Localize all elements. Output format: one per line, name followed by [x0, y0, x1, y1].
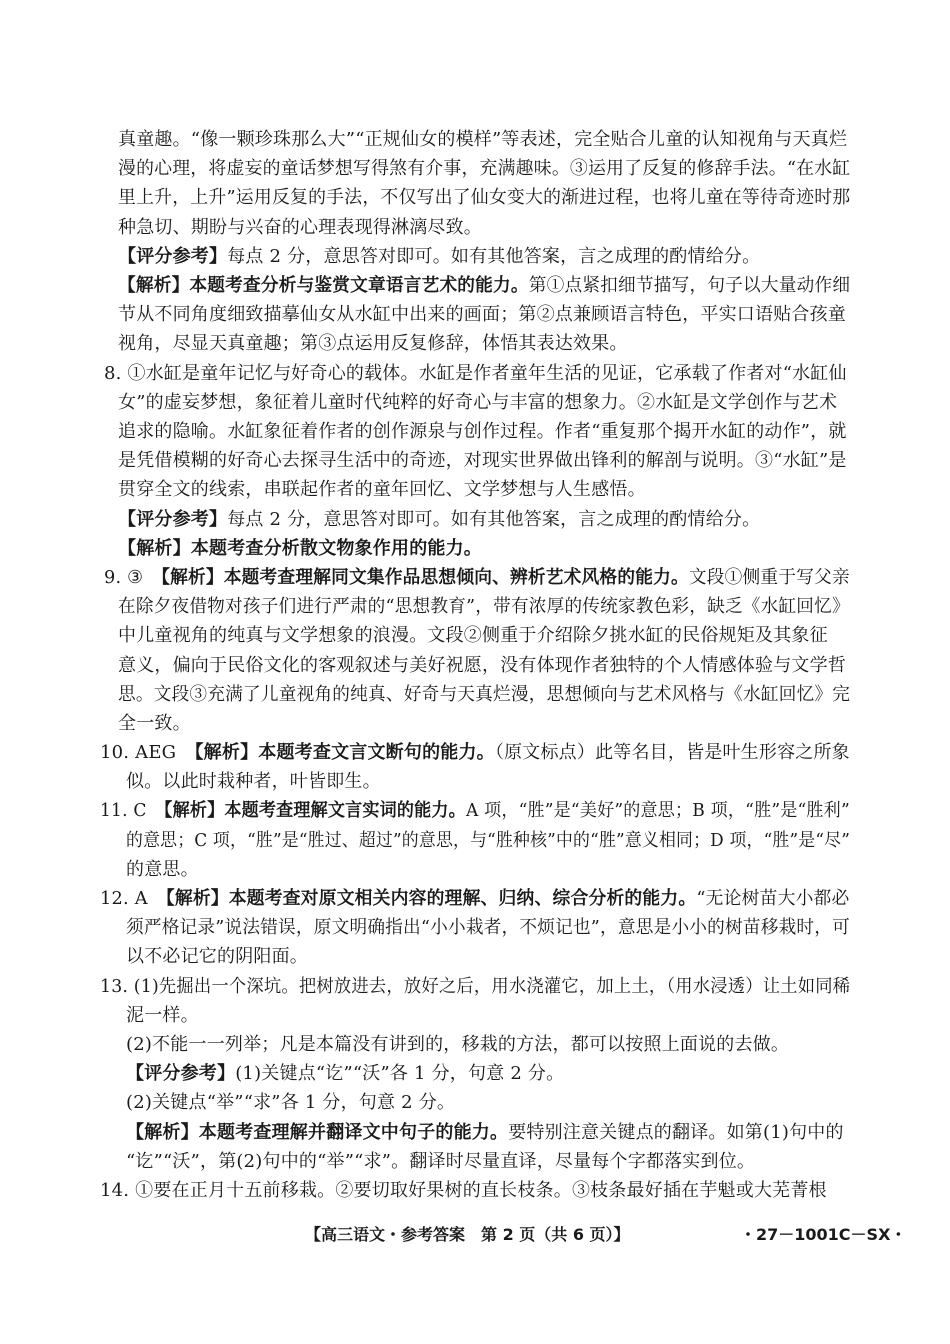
text-line [118, 125, 847, 155]
text-line [118, 213, 482, 243]
text-line [126, 1088, 455, 1118]
footer-code: ・27－1001C－SX・ [740, 1225, 907, 1244]
bold-label: 【评分参考】 [118, 508, 228, 530]
text-line [118, 271, 850, 301]
line-text: 中儿童视角的纯真与文学想象的浪漫。文段②侧重于介绍除夕挑水缸的民俗规矩及其象征 [118, 625, 828, 647]
text-line [100, 738, 850, 768]
text-line [118, 183, 850, 213]
line-text: 节从不同角度细致描摹仙女从水缸中出来的画面；第②点兼顾语言特色，平实口语贴合孩童 [118, 304, 846, 326]
text-line [104, 359, 847, 389]
line-text: 14. ①要在正月十五前移栽。②要切取好果树的直长枝条。③枝条最好插在芋魁或大芜菁根 [100, 1180, 827, 1201]
text-line [118, 242, 760, 272]
line-text: 10. AEG [100, 742, 195, 764]
text-line [118, 651, 846, 681]
bold-label: 【解析】本题考查文言文断句的能力。 [194, 742, 495, 764]
bold-label: 【解析】本题考查理解同文集作品思想倾向、辨析艺术风格的能力。 [161, 566, 689, 588]
text-line [126, 1059, 564, 1089]
text-line [126, 1001, 199, 1031]
line-text: 每点 2 分，意思答对即可。如有其他答案，言之成理的酌情给分。 [227, 245, 761, 267]
text-line [118, 446, 847, 476]
line-text: 贯穿全文的线索，串联起作者的童年回忆、文学梦想与人生感悟。 [118, 479, 646, 501]
bold-label: 【解析】本题考查理解并翻译文中句子的能力。 [126, 1121, 509, 1143]
text-line [118, 621, 828, 651]
line-text: (2)不能一一列举；凡是本篇没有讲到的，移栽的方法，都可以按照上面说的去做。 [126, 1034, 790, 1056]
text-line [118, 680, 850, 710]
bold-label: 【解析】本题考查对原文相关内容的理解、归纳、综合分析的能力。 [165, 888, 697, 910]
text-line [118, 300, 846, 330]
line-text: 里上升，上升”运用反复的手法，不仅写出了仙女变大的渐进过程，也将儿童在等待奇迹时那 [118, 187, 851, 209]
text-line [126, 826, 850, 856]
text-line [100, 972, 850, 1002]
line-text: 要特别注意关键点的翻译。如第(1)句中的 [508, 1121, 844, 1143]
text-line [100, 1176, 827, 1206]
line-text: 种急切、期盼与兴奋的心理表现得淋漓尽致。 [118, 216, 482, 238]
text-line [118, 388, 837, 418]
text-line [126, 1118, 844, 1148]
text-line [126, 855, 199, 885]
text-line [126, 767, 381, 797]
bold-label: 【评分参考】 [118, 245, 228, 267]
line-text: 8. ①水缸是童年记忆与好奇心的载体。水缸是作者童年生活的见证，它承载了作者对“水缸仙 [104, 362, 847, 384]
line-text: 的意思；C 项，“胜”是“胜过、超过”的意思，与“胜种核”中的“胜”意义相同；D 项，“胜”是“尽” [126, 829, 851, 851]
line-text: 以不必记它的阴阳面。 [126, 946, 308, 968]
text-line [118, 329, 628, 359]
line-text: 9. ③ [104, 566, 162, 588]
line-text: （原文标点）此等名目，皆是叶生形容之所象 [494, 742, 850, 764]
text-line [126, 913, 850, 943]
line-text: 的意思。 [126, 858, 199, 880]
text-line [118, 417, 847, 447]
line-text: 11. C [100, 800, 164, 822]
line-text: 漫的心理，将虚妄的童话梦想写得煞有介事，充满趣味。③运用了反复的修辞手法。“在水缸 [118, 158, 851, 180]
line-text: 追求的隐喻。水缸象征着作者的创作源泉与创作过程。作者“重复那个揭开水缸的动作”，就 [118, 420, 847, 442]
text-line [118, 505, 760, 535]
line-text: 泥一样。 [126, 1004, 199, 1026]
text-line [118, 154, 850, 184]
bold-label: 【解析】本题考查理解文言实词的能力。 [163, 800, 466, 822]
text-line [126, 942, 308, 972]
text-line [126, 1147, 755, 1177]
text-line [118, 534, 482, 564]
line-text: 须严格记录”说法错误，原文明确指出“小小栽者，不烦记也”，意思是小小的树苗移栽时，可 [126, 917, 850, 939]
line-text: 女”的虚妄梦想，象征着儿童时代纯粹的好奇心与丰富的想象力。②水缸是文学创作与艺术 [118, 391, 838, 413]
text-line [104, 563, 850, 593]
line-text: 真童趣。“像一颗珍珠那么大”“正规仙女的模样”等表述，完全贴合儿童的认知视角与天真烂 [118, 129, 848, 150]
line-text: 13. (1)先掘出一个深坑。把树放进去，放好之后，用水浇灌它，加上土，（用水浸透）让土如同稀 [100, 975, 851, 997]
line-text: 文段①侧重于写父亲 [688, 566, 850, 588]
line-text: “无论树苗大小都必 [696, 888, 850, 910]
line-text: 是凭借模糊的好奇心去探寻生活中的奇迹，对现实世界做出锋利的解剖与说明。③“水缸”是 [118, 450, 847, 472]
line-text: 视角，尽显天真童趣；第③点运用反复修辞，体悟其表达效果。 [118, 333, 628, 355]
line-text: 意义，偏向于民俗文化的客观叙述与美好祝愿，没有体现作者独特的个人情感体验与文学哲 [118, 654, 846, 676]
text-line [118, 709, 191, 739]
line-text: “讫”“沃”，第(2)句中的“举”“求”。翻译时尽量直译，尽量每个字都落实到位。 [126, 1150, 756, 1172]
footer-title: 【高三语文・参考答案 第 2 页（共 6 页）】 [305, 1225, 630, 1244]
text-line [118, 475, 646, 505]
bold-label: 【解析】本题考查分析散文物象作用的能力。 [118, 537, 482, 559]
line-text: (2)关键点“举”“求”各 1 分，句意 2 分。 [126, 1092, 456, 1114]
line-text: (1)关键点“讫”“沃”各 1 分，句意 2 分。 [235, 1063, 565, 1085]
line-text: 第①点紧扣细节描写，句子以大量动作细 [528, 274, 851, 296]
line-text: 每点 2 分，意思答对即可。如有其他答案，言之成理的酌情给分。 [227, 508, 761, 530]
page-footer [0, 1220, 950, 1250]
line-text: A 项，“胜”是“美好”的意思；B 项，“胜”是“胜利” [465, 800, 850, 822]
bold-label: 【解析】本题考查分析与鉴赏文章语言艺术的能力。 [118, 274, 529, 296]
line-text: 12. A [100, 888, 166, 910]
text-line [100, 796, 850, 826]
text-line [126, 1030, 789, 1060]
text-line [100, 884, 850, 914]
bold-label: 【评分参考】 [126, 1063, 236, 1085]
line-text: 思。文段③充满了儿童视角的纯真、好奇与天真烂漫，思想倾向与艺术风格与《水缸回忆》完 [118, 683, 851, 705]
line-text: 似。以此时栽种者，叶皆即生。 [126, 771, 381, 793]
line-text: 在除夕夜借物对孩子们进行严肃的“思想教育”，带有浓厚的传统家教色彩，缺乏《水缸回忆》 [118, 596, 850, 618]
line-text: 全一致。 [118, 712, 191, 734]
text-line [118, 592, 850, 622]
